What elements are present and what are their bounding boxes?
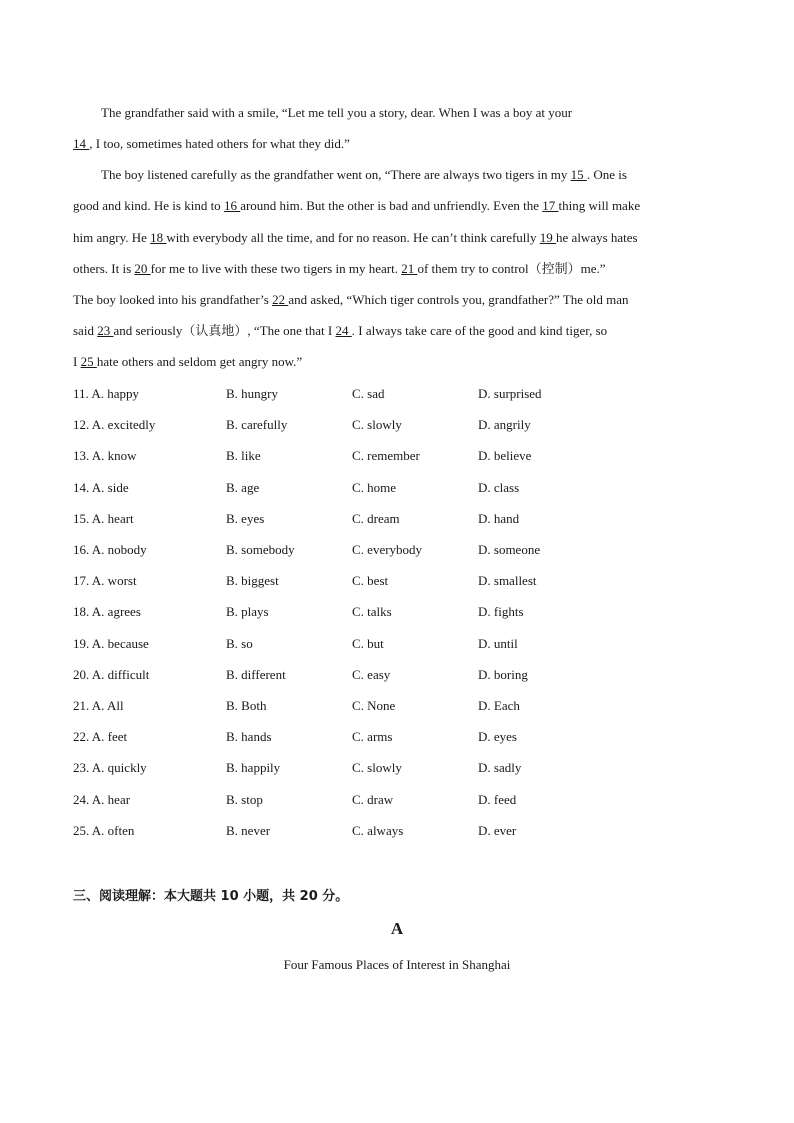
passage-line: [73, 198, 640, 214]
question-number: 15.: [73, 510, 90, 526]
option-text: A. happy: [91, 386, 139, 401]
option-text: B. biggest: [226, 573, 279, 589]
option-a: [73, 823, 134, 839]
option-text: A. feet: [91, 729, 128, 745]
part-label: A: [390, 919, 404, 938]
option-text: A. hear: [91, 791, 131, 807]
passage-text: around him. But the other is bad and unfriendly. Even the: [240, 198, 543, 213]
passage-text: he always hates: [556, 230, 638, 245]
option-a: [73, 667, 149, 683]
option-b: [226, 480, 259, 496]
option-d: [478, 511, 519, 527]
section-heading: 三、阅读理解：本大题共 10 小题，共 20 分。: [73, 889, 349, 904]
option-a: [73, 760, 147, 776]
passage-text: I: [73, 354, 81, 369]
option-a: [73, 636, 149, 652]
passage-line: [101, 167, 627, 183]
option-b: [226, 542, 295, 558]
option-text: D. hand: [478, 510, 520, 526]
question-number: 20.: [73, 666, 90, 682]
question-number: 18.: [73, 604, 90, 620]
passage-text: others. It is: [73, 261, 135, 276]
option-text: A. agrees: [91, 604, 141, 620]
question-number: 24.: [73, 791, 90, 807]
option-b: [226, 417, 287, 433]
blank-number: 21: [401, 261, 418, 276]
option-d: [478, 636, 518, 652]
option-text: B. happily: [226, 760, 281, 776]
option-d: [478, 698, 520, 714]
option-text: A. difficult: [91, 666, 150, 682]
option-a: [73, 511, 134, 527]
passage-text: said: [73, 323, 98, 338]
blank-number: 19: [539, 230, 557, 245]
option-d: [478, 480, 519, 496]
blank-number: 18: [150, 230, 167, 245]
passage-title: Four Famous Places of Interest in Shanghai: [283, 957, 511, 972]
option-text: D. class: [478, 479, 520, 495]
question-number: 21.: [73, 698, 90, 713]
passage-text: him angry. He: [73, 230, 151, 245]
option-a: [73, 604, 141, 620]
option-a: [73, 542, 147, 558]
question-number: 19.: [73, 635, 90, 651]
option-text: D. believe: [478, 448, 532, 464]
option-d: [478, 417, 531, 433]
question-number: 11.: [73, 386, 89, 401]
option-text: B. Both: [226, 698, 267, 713]
option-text: B. hungry: [226, 386, 278, 401]
question-number: 23.: [73, 760, 90, 776]
option-text: B. like: [226, 448, 261, 464]
option-c: [352, 636, 384, 652]
option-text: C. but: [352, 635, 384, 651]
option-text: D. Each: [478, 698, 520, 713]
passage-line: [101, 105, 572, 121]
option-text: A. heart: [91, 510, 134, 526]
passage-text: hate others and seldom get angry now.”: [96, 354, 303, 369]
option-text: A. know: [91, 448, 137, 464]
option-a: [73, 480, 129, 496]
option-a: [73, 417, 155, 433]
passage-text: for me to live with these two tigers in my heart.: [150, 261, 402, 276]
option-b: [226, 667, 286, 683]
option-c: [352, 698, 395, 714]
option-b: [226, 823, 270, 839]
option-text: C. arms: [352, 729, 393, 745]
option-text: A. often: [91, 822, 135, 838]
blank-number: 23: [97, 323, 114, 338]
passage-text: The grandfather said with a smile, “Let me tell you a story, dear. When I was a boy at your: [101, 105, 573, 120]
option-d: [478, 386, 542, 402]
passage-line: [73, 292, 628, 308]
option-text: B. eyes: [226, 510, 265, 526]
question-number: 16.: [73, 542, 90, 557]
option-text: B. never: [226, 822, 271, 838]
option-text: B. hands: [226, 729, 272, 745]
option-c: [352, 542, 422, 558]
passage-line: [73, 136, 350, 152]
option-a: [73, 573, 137, 589]
option-a: [73, 386, 139, 402]
passage-text: with everybody all the time, and for no reason. He can’t think carefully: [166, 230, 540, 245]
blank-number: 25: [80, 354, 97, 369]
option-d: [478, 729, 517, 745]
option-text: A. because: [91, 635, 149, 651]
passage-text: The boy looked into his grandfather’s: [73, 292, 273, 307]
question-number: 17.: [73, 573, 90, 589]
option-text: C. easy: [352, 666, 391, 682]
option-text: D. ever: [478, 822, 517, 838]
option-text: B. age: [226, 479, 260, 495]
passage-text: thing will make: [558, 198, 641, 213]
passage-line: [73, 323, 607, 339]
question-number: 25.: [73, 822, 90, 838]
question-number: 12.: [73, 417, 90, 433]
option-b: [226, 573, 279, 589]
option-c: [352, 417, 402, 433]
option-b: [226, 386, 278, 402]
option-text: C. home: [352, 479, 397, 495]
question-number: 14.: [73, 479, 90, 495]
passage-text: good and kind. He is kind to: [73, 198, 224, 213]
option-c: [352, 760, 402, 776]
option-d: [478, 604, 524, 620]
option-text: C. always: [352, 822, 404, 838]
option-text: B. carefully: [226, 417, 288, 433]
question-number: 22.: [73, 729, 90, 745]
option-text: D. feed: [478, 791, 517, 807]
option-text: D. sadly: [478, 760, 522, 776]
option-text: C. slowly: [352, 760, 402, 776]
option-text: C. draw: [352, 791, 394, 807]
blank-number: 24: [335, 323, 352, 338]
blank-number: 17: [542, 198, 559, 213]
option-c: [352, 573, 388, 589]
option-text: A. worst: [91, 573, 137, 589]
option-text: B. somebody: [226, 542, 295, 557]
option-d: [478, 542, 540, 558]
option-text: A. excitedly: [91, 417, 156, 433]
option-text: C. best: [352, 573, 389, 589]
option-c: [352, 792, 393, 808]
passage-text: . I always take care of the good and kind tiger, so: [351, 323, 608, 338]
passage-line: [73, 230, 638, 246]
option-c: [352, 729, 392, 745]
question-number: 13.: [73, 448, 90, 464]
option-text: C. None: [352, 698, 396, 713]
option-text: D. boring: [478, 666, 528, 682]
passage-line: [73, 354, 302, 370]
option-text: C. slowly: [352, 417, 402, 433]
option-text: A. side: [91, 479, 129, 495]
passage-text: and asked, “Which tiger controls you, grandfather?” The old man: [288, 292, 629, 307]
option-d: [478, 823, 516, 839]
option-text: D. eyes: [478, 729, 517, 745]
option-a: [73, 792, 130, 808]
option-text: C. dream: [352, 510, 400, 526]
option-text: A. nobody: [91, 542, 147, 557]
option-b: [226, 636, 253, 652]
option-d: [478, 448, 531, 464]
option-c: [352, 511, 400, 527]
blank-number: 22: [272, 292, 289, 307]
blank-number: 14: [73, 136, 90, 151]
blank-number: 16: [223, 198, 241, 213]
passage-text: and seriously（认真地）, “The one that I: [113, 323, 336, 338]
option-text: D. smallest: [478, 573, 537, 589]
passage-text: . One is: [586, 167, 627, 182]
option-c: [352, 448, 420, 464]
option-text: D. until: [478, 635, 518, 651]
option-c: [352, 480, 396, 496]
option-text: C. everybody: [352, 542, 423, 557]
passage-text: , I too, sometimes hated others for what they did.”: [89, 136, 350, 151]
option-b: [226, 698, 266, 714]
option-text: A. quickly: [91, 760, 147, 776]
option-text: C. talks: [352, 604, 392, 620]
option-text: B. so: [226, 635, 253, 651]
option-b: [226, 729, 272, 745]
option-text: B. stop: [226, 791, 263, 807]
option-c: [352, 604, 392, 620]
option-a: [73, 729, 127, 745]
option-d: [478, 667, 528, 683]
option-a: [73, 698, 124, 714]
passage-line: [73, 261, 606, 277]
passage-text: of them try to control（控制）me.”: [417, 261, 606, 276]
option-text: C. remember: [352, 448, 420, 464]
option-b: [226, 792, 263, 808]
option-d: [478, 792, 516, 808]
option-text: D. surprised: [478, 386, 542, 401]
option-text: D. someone: [478, 542, 541, 557]
option-c: [352, 823, 403, 839]
option-b: [226, 448, 261, 464]
option-b: [226, 511, 264, 527]
option-a: [73, 448, 137, 464]
option-text: B. different: [226, 666, 286, 682]
option-text: A. All: [91, 698, 124, 713]
option-text: C. sad: [352, 386, 385, 401]
option-text: D. fights: [478, 604, 524, 620]
option-c: [352, 386, 385, 402]
blank-number: 20: [134, 261, 151, 276]
option-b: [226, 760, 280, 776]
blank-number: 15: [570, 167, 587, 182]
option-text: B. plays: [226, 604, 269, 620]
passage-text: The boy listened carefully as the grandfather went on, “There are always two tigers in my: [101, 167, 571, 182]
option-b: [226, 604, 269, 620]
option-c: [352, 667, 390, 683]
option-text: D. angrily: [478, 417, 531, 433]
option-d: [478, 760, 521, 776]
option-d: [478, 573, 537, 589]
